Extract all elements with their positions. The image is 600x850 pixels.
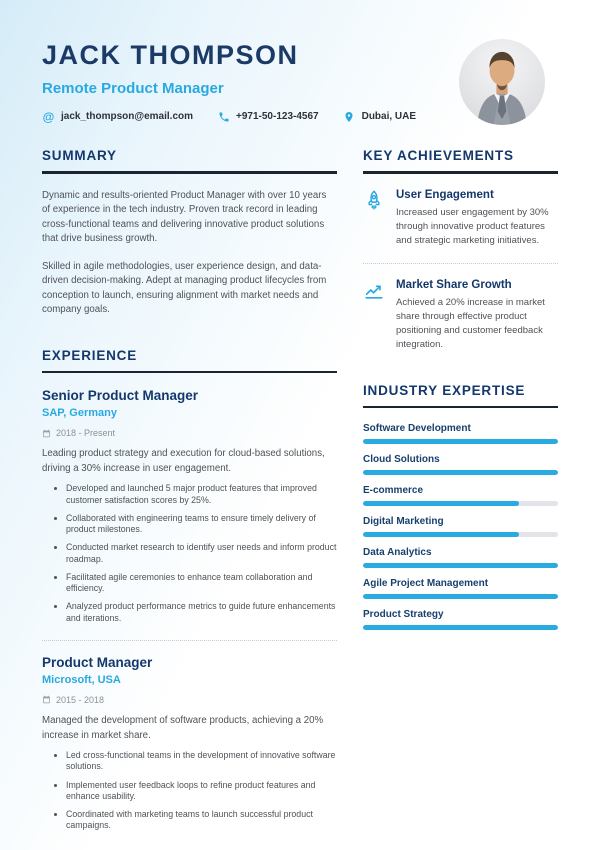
skill-label: Digital Marketing	[363, 516, 444, 528]
job-entry	[42, 388, 337, 624]
achievement-item	[363, 189, 558, 248]
profile-photo-illustration	[459, 39, 545, 125]
job-dates	[42, 428, 337, 438]
achievement-body	[396, 279, 558, 352]
contact-location[interactable]	[343, 110, 416, 123]
skill-label: E-commerce	[363, 485, 424, 497]
job-bullet: • Developed and launched 5 major product features that improved customer satisfaction scores by 25%.	[66, 483, 337, 506]
skill-bar-track	[363, 470, 558, 475]
phone-icon	[217, 110, 230, 123]
content-columns	[0, 148, 600, 832]
job-company: Microsoft, USA	[42, 673, 121, 686]
skill-item	[363, 609, 558, 630]
job-divider	[42, 640, 337, 641]
skill-bar-track	[363, 532, 558, 537]
skill-item	[363, 485, 558, 506]
right-column	[363, 148, 558, 832]
rocket-icon	[363, 189, 385, 211]
contact-location-text: Dubai, UAE	[361, 111, 417, 122]
skill-label: Software Development	[363, 423, 471, 435]
job-description: Leading product strategy and execution for cloud-based solutions, driving a 30% increase in user engagement.	[42, 448, 325, 474]
skill-bar-fill	[363, 563, 558, 568]
summary-paragraph: Dynamic and results-oriented Product Manager with over 10 years of experience in the tech industry. Proven track record in leading cross-functional teams and delivering innovative product solutions that drive business growth.	[42, 189, 327, 245]
skill-label: Agile Project Management	[363, 578, 489, 590]
section-experience	[42, 348, 337, 832]
summary-paragraph: Skilled in agile methodologies, user experience design, and data-driven decision-making. Adept at managing product lifecycles from conception to launch, ensuring alignment with market needs and company goals.	[42, 260, 327, 316]
skill-bar-track	[363, 501, 558, 506]
job-bullet: • Led cross-functional teams in the development of innovative software solutions.	[66, 750, 337, 773]
skill-bar-fill	[363, 470, 558, 475]
achievement-title: Market Share Growth	[396, 278, 512, 291]
section-achievements	[363, 148, 558, 352]
skill-item	[363, 578, 558, 599]
summary-heading: SUMMARY	[42, 148, 117, 163]
achievement-divider	[363, 263, 558, 264]
skill-bar-track	[363, 563, 558, 568]
experience-rule	[42, 371, 337, 374]
job-bullet: • Analyzed product performance metrics to guide future enhancements and iterations.	[66, 601, 337, 624]
job-bullet-list	[42, 483, 337, 624]
job-bullet: • Conducted market research to identify user needs and inform product roadmap.	[66, 542, 337, 565]
calendar-icon	[42, 429, 51, 438]
skill-label: Product Strategy	[363, 609, 444, 621]
job-title: Product Manager	[42, 654, 153, 670]
trend-up-icon	[363, 279, 385, 301]
job-bullet: • Collaborated with engineering teams to ensure timely delivery of product milestones.	[66, 513, 337, 536]
summary-rule	[42, 171, 337, 174]
achievement-text: Increased user engagement by 30% through innovative product features and strategic marketing initiatives.	[396, 206, 549, 246]
job-title: Senior Product Manager	[42, 388, 199, 404]
job-bullet-list	[42, 750, 337, 832]
job-dates	[42, 695, 337, 705]
skill-bar-fill	[363, 439, 558, 444]
job-bullet: • Implemented user feedback loops to refine product features and enhance usability.	[66, 780, 337, 803]
contact-phone-text: +971-50-123-4567	[236, 111, 319, 122]
achievement-body	[396, 189, 558, 248]
skill-item	[363, 423, 558, 444]
person-name: JACK THOMPSON	[42, 40, 299, 70]
job-bullet: • Facilitated agile ceremonies to enhance team collaboration and efficiency.	[66, 572, 337, 595]
skill-bar-fill	[363, 625, 558, 630]
achievements-rule	[363, 171, 558, 174]
contact-email-text: jack_thompson@email.com	[61, 111, 194, 122]
job-role: Remote Product Manager	[42, 80, 224, 97]
skill-bar-fill	[363, 501, 519, 506]
contact-phone[interactable]	[217, 110, 319, 123]
contact-email[interactable]	[42, 110, 193, 123]
skill-bar-track	[363, 625, 558, 630]
skill-item	[363, 547, 558, 568]
achievement-item	[363, 279, 558, 352]
job-dates-text: 2015 - 2018	[56, 694, 105, 705]
location-pin-icon	[343, 110, 356, 123]
email-at-icon: @	[42, 109, 55, 124]
left-column	[42, 148, 337, 832]
experience-heading: EXPERIENCE	[42, 347, 138, 363]
achievement-text: Achieved a 20% increase in market share through effective product positioning and customer feedback integration.	[396, 296, 545, 350]
job-bullet: • Coordinated with marketing teams to launch successful product campaigns.	[66, 809, 337, 832]
skill-item	[363, 516, 558, 537]
skill-bar-fill	[363, 594, 558, 599]
resume-header	[0, 0, 600, 123]
job-dates-text: 2018 - Present	[56, 428, 116, 439]
expertise-heading: INDUSTRY EXPERTISE	[363, 382, 526, 398]
job-entry	[42, 655, 337, 832]
skill-item	[363, 454, 558, 475]
skill-bar-fill	[363, 532, 519, 537]
section-summary	[42, 148, 337, 318]
section-expertise	[363, 383, 558, 631]
expertise-rule	[363, 406, 558, 409]
skill-label: Cloud Solutions	[363, 454, 440, 466]
achievements-heading: KEY ACHIEVEMENTS	[363, 148, 514, 163]
skill-bar-track	[363, 439, 558, 444]
calendar-icon	[42, 695, 51, 704]
job-company: SAP, Germany	[42, 407, 118, 420]
skill-label: Data Analytics	[363, 547, 432, 559]
job-description: Managed the development of software products, achieving a 20% increase in market share.	[42, 714, 324, 741]
profile-photo	[459, 39, 545, 125]
skill-bar-track	[363, 594, 558, 599]
achievement-title: User Engagement	[396, 188, 494, 201]
